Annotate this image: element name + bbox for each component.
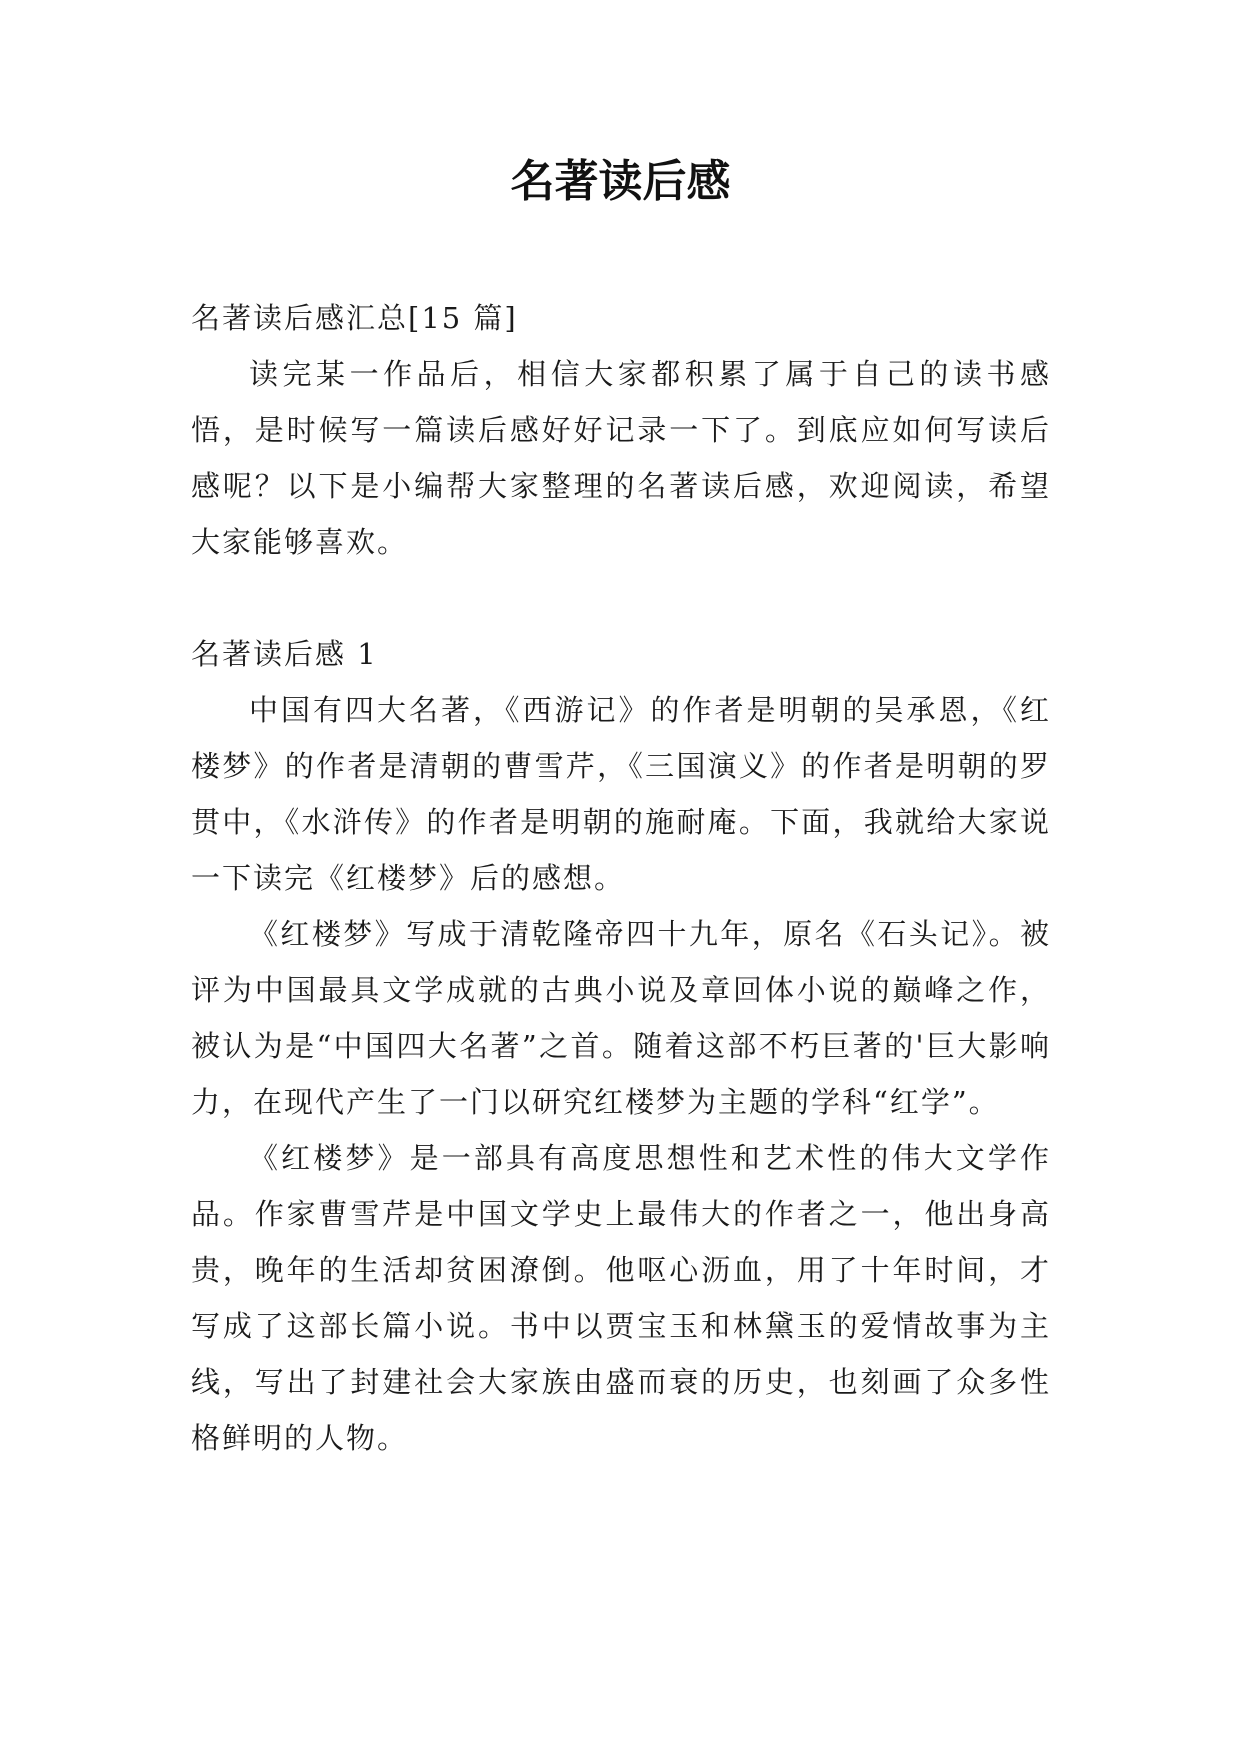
body-paragraph-1: 中国有四大名著，《西游记》的作者是明朝的吴承恩，《红楼梦》的作者是清朝的曹雪芹，《三国演义》的作者是明朝的罗贯中，《水浒传》的作者是明朝的施耐庵。下面，我就给大家说一下读完《红楼梦》后的感想。 bbox=[191, 693, 1051, 895]
document-title: 名著读后感 bbox=[510, 156, 731, 207]
section-heading: 名著读后感 1 bbox=[191, 637, 378, 671]
body-paragraph-3: 《红楼梦》是一部具有高度思想性和艺术性的伟大文学作品。作家曹雪芹是中国文学史上最伟大的作者之一，他出身高贵，晚年的生活却贫困潦倒。他呕心沥血，用了十年时间，才写成了这部长篇小说。书中以贾宝玉和林黛玉的爱情故事为主线，写出了封建社会大家族由盛而衰的历史，也刻画了众多性格鲜明的人物。 bbox=[191, 1141, 1051, 1455]
body-paragraph-2: 《红楼梦》写成于清乾隆帝四十九年，原名《石头记》。被评为中国最具文学成就的古典小说及章回体小说的巅峰之作，被认为是“中国四大名著”之首。随着这部不朽巨著的'巨大影响力，在现代产生了一门以研究红楼梦为主题的学科“红学”。 bbox=[191, 917, 1051, 1119]
document-subtitle: 名著读后感汇总[15 篇] bbox=[191, 301, 518, 335]
document-body bbox=[191, 290, 1051, 1466]
intro-paragraph: 读完某一作品后，相信大家都积累了属于自己的读书感悟，是时候写一篇读后感好好记录一下了。到底应如何写读后感呢？以下是小编帮大家整理的名著读后感，欢迎阅读，希望大家能够喜欢。 bbox=[191, 357, 1051, 559]
section-spacer bbox=[191, 570, 1051, 626]
